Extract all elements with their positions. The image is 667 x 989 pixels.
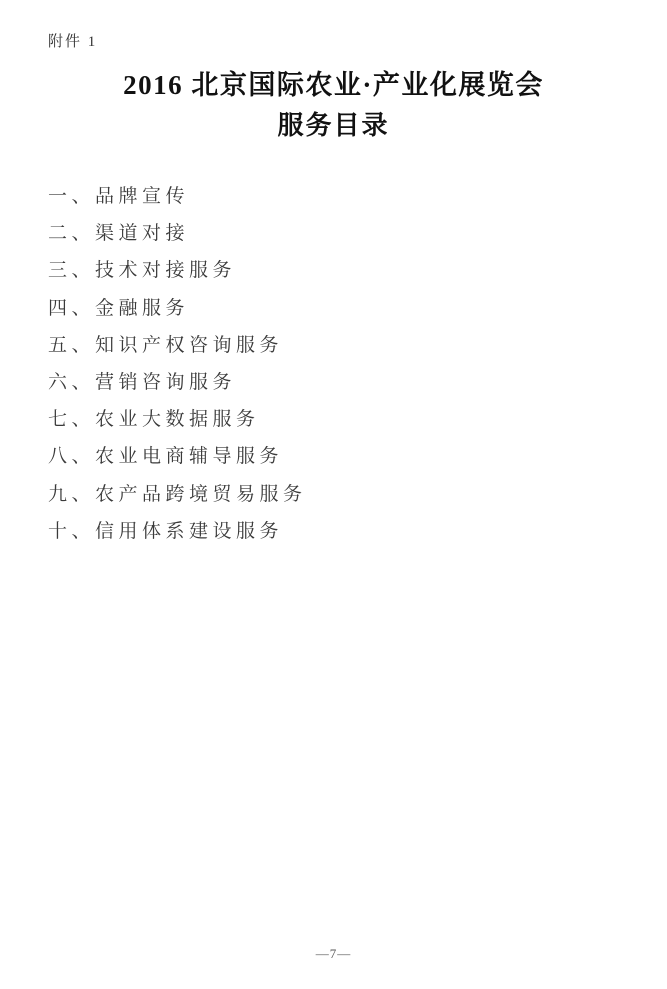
list-item: 一、品牌宣传 <box>48 186 190 207</box>
document-subtitle: 服务目录 <box>277 111 390 140</box>
attachment-label: 附件 1 <box>48 34 98 50</box>
list-item: 五、知识产权咨询服务 <box>48 334 284 356</box>
list-item: 十、信用体系建设服务 <box>48 520 284 542</box>
list-item: 六、营销咨询服务 <box>48 371 237 393</box>
list-item: 二、渠道对接 <box>48 223 190 245</box>
list-item: 四、金融服务 <box>48 297 190 319</box>
service-catalog-list <box>48 178 627 550</box>
page-number: —7— <box>315 946 352 961</box>
list-item: 七、农业大数据服务 <box>48 409 260 431</box>
list-item: 八、农业电商辅导服务 <box>48 446 284 468</box>
list-item: 九、农产品跨境贸易服务 <box>48 483 307 505</box>
list-item: 三、技术对接服务 <box>48 260 237 282</box>
document-title: 2016 北京国际农业·产业化展览会 <box>123 70 544 100</box>
